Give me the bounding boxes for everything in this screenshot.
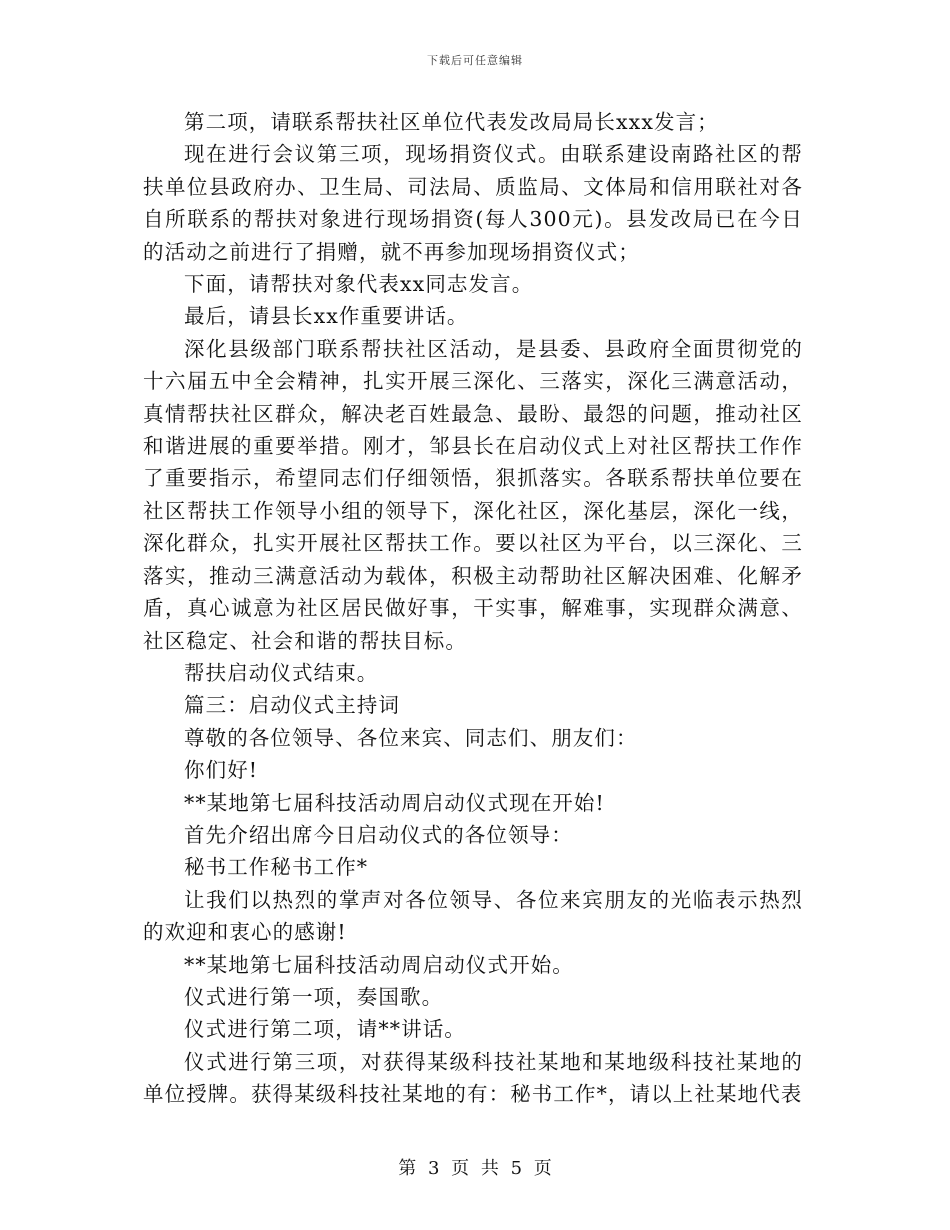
page-header: 下载后可任意编辑 <box>427 54 523 67</box>
paragraph: 下面，请帮扶对象代表xx同志发言。 <box>184 272 534 297</box>
paragraph: 最后，请县长xx作重要讲话。 <box>184 304 469 329</box>
section-title: 篇三：启动仪式主持词 <box>184 693 400 718</box>
paragraph: 现在进行会议第三项，现场捐资仪式。由联系建设南路社区的帮扶单位县政府办、卫生局、司法局、质监局、文体局和信用联社对各自所联系的帮扶对象进行现场捐资(每人300元)。县发改局已在今日的活动之前进行了捐赠，就不再参加现场捐资仪式； <box>143 142 803 264</box>
paragraph: 第二项，请联系帮扶社区单位代表发改局局长xxx发言； <box>184 110 719 134</box>
paragraph: 帮扶启动仪式结束。 <box>184 660 379 685</box>
paragraph: **某地第七届科技活动周启动仪式现在开始! <box>184 790 605 815</box>
paragraph: 尊敬的各位领导、各位来宾、同志们、朋友们： <box>184 725 638 750</box>
paragraph: 首先介绍出席今日启动仪式的各位领导： <box>184 822 573 847</box>
paragraph: 深化县级部门联系帮扶社区活动，是县委、县政府全面贯彻党的十六届五中全会精神，扎实开展三深化、三落实，深化三满意活动，真情帮扶社区群众，解决老百姓最急、最盼、最怨的问题，推动社区和谐进展的重要举措。刚才，邹县长在启动仪式上对社区帮扶工作作了重要指示，希望同志们仔细领悟，狠抓落实。各联系帮扶单位要在社区帮扶工作领导小组的领导下，深化社区，深化基层，深化一线，深化群众，扎实开展社区帮扶工作。要以社区为平台，以三深化、三落实，推动三满意活动为载体，积极主动帮助社区解决困难、化解矛盾，真心诚意为社区居民做好事，干实事，解难事，实现群众满意、社区稳定、社会和谐的帮扶目标。 <box>143 336 803 653</box>
paragraph: 你们好! <box>184 758 259 783</box>
page-number: 第 3 页 共 5 页 <box>398 1158 552 1179</box>
paragraph: 让我们以热烈的掌声对各位领导、各位来宾朋友的光临表示热烈的欢迎和衷心的感谢! <box>143 887 803 945</box>
paragraph: 仪式进行第二项，请**讲话。 <box>184 1017 466 1042</box>
paragraph: 仪式进行第三项，对获得某级科技社某地和某地级科技社某地的单位授牌。获得某级科技社某地的有：秘书工作*，请以上社某地代表 <box>143 1049 803 1107</box>
paragraph: 仪式进行第一项，奏国歌。 <box>184 984 444 1009</box>
paragraph: 秘书工作秘书工作* <box>184 855 369 880</box>
paragraph: **某地第七届科技活动周启动仪式开始。 <box>184 952 574 977</box>
document-body <box>143 106 803 1111</box>
